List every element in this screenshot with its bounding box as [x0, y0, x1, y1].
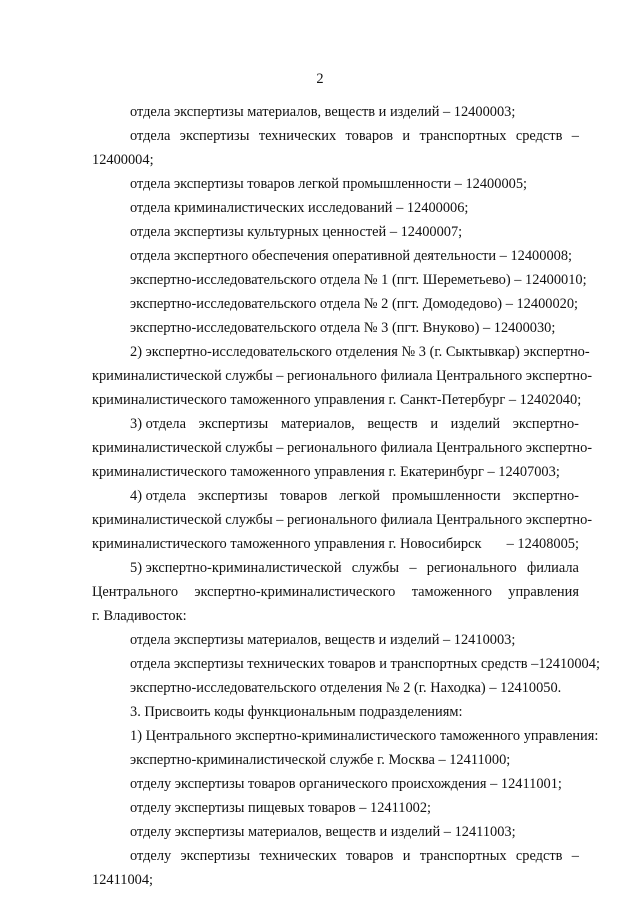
word: легкой — [339, 488, 380, 504]
text-line-justified — [92, 124, 579, 148]
text-line: г. Владивосток: — [92, 608, 187, 624]
word: – — [409, 560, 417, 576]
text-line: экспертно-исследовательского отделения № 2 (г. Находка) – 12410050. — [130, 680, 562, 696]
text-line: отдела экспертизы технических товаров и транспортных средств –12410004; — [130, 656, 600, 672]
text-line: криминалистической службы – регионального филиала Центрального экспертно- — [92, 512, 593, 528]
word: экспертно- — [512, 488, 579, 504]
word: отдела — [130, 128, 171, 144]
text-line: отдела криминалистических исследований – 12400006; — [130, 200, 469, 216]
text-line-justified — [92, 580, 579, 604]
text-line: криминалистического таможенного управления г. Екатеринбург – 12407003; — [92, 464, 560, 480]
word: технических — [259, 848, 337, 864]
word: материалов, — [280, 416, 355, 432]
text-line: 1) Центрального экспертно-криминалистического таможенного управления: — [130, 728, 599, 744]
section-heading-line: 3. Присвоить коды функциональным подразделениям: — [130, 704, 463, 720]
word: и — [430, 416, 439, 432]
word: и — [402, 848, 411, 864]
word: филиала — [526, 560, 579, 576]
text-line: экспертно-исследовательского отдела № 2 (пгт. Домодедово) – 12400020; — [130, 296, 579, 312]
text-line: криминалистической службы – регионального филиала Центрального экспертно- — [92, 368, 593, 384]
word: регионального — [426, 560, 517, 576]
word: промышленности — [392, 488, 501, 504]
word: экспертизы — [198, 416, 269, 432]
word: средств — [515, 848, 563, 864]
word: технических — [258, 128, 337, 144]
text-line: экспертно-криминалистической службе г. Москва – 12411000; — [130, 752, 511, 768]
word: транспортных — [419, 848, 507, 864]
word: товаров — [345, 848, 394, 864]
word: экспертизы — [180, 848, 251, 864]
word: – 12408005; — [506, 536, 579, 552]
text-line-justified — [92, 412, 579, 436]
word: и — [402, 128, 411, 144]
word: отделу — [130, 848, 172, 864]
word: 4) отдела — [130, 488, 186, 504]
text-line-justified — [92, 532, 579, 556]
text-line-justified — [92, 556, 579, 580]
word: службы — [351, 560, 400, 576]
document-body — [92, 100, 600, 892]
word: экспертизы — [198, 488, 268, 504]
page-number: 2 — [316, 71, 324, 87]
word: управления — [508, 584, 579, 600]
text-line-justified — [92, 844, 579, 868]
word: – — [571, 848, 579, 864]
text-line: отделу экспертизы материалов, веществ и изделий – 12411003; — [130, 824, 516, 840]
text-line: отделу экспертизы пищевых товаров – 12411002; — [130, 800, 432, 816]
word: веществ — [367, 416, 418, 432]
text-line: криминалистического таможенного управления г. Санкт-Петербург – 12402040; — [92, 392, 582, 408]
word: товаров — [345, 128, 394, 144]
word: экспертно- — [512, 416, 579, 432]
text-line: отдела экспертного обеспечения оперативной деятельности – 12400008; — [130, 248, 573, 264]
text-line: 12411004; — [92, 872, 154, 888]
word: 5) экспертно-криминалистической — [130, 560, 342, 576]
text-line: отдела экспертизы культурных ценностей – 12400007; — [130, 224, 463, 240]
word: 3) отдела — [130, 416, 186, 432]
text-line: отдела экспертизы материалов, веществ и изделий – 12410003; — [130, 632, 516, 648]
word: экспертно-криминалистического — [194, 584, 396, 600]
word: экспертизы — [179, 128, 250, 144]
word: транспортных — [419, 128, 507, 144]
word: – — [571, 128, 579, 144]
text-line: 12400004; — [92, 152, 154, 168]
word: изделий — [450, 416, 501, 432]
text-line-justified — [92, 484, 579, 508]
text-line: криминалистической службы – регионального филиала Центрального экспертно- — [92, 440, 593, 456]
text-line: 2) экспертно-исследовательского отделения № 3 (г. Сыктывкар) экспертно- — [130, 344, 590, 360]
word: криминалистического таможенного управления г. Новосибирск — [92, 536, 482, 552]
text-line: отдела экспертизы товаров легкой промышленности – 12400005; — [130, 176, 528, 192]
word: средств — [515, 128, 563, 144]
text-line: экспертно-исследовательского отдела № 1 (пгт. Шереметьево) – 12400010; — [130, 272, 587, 288]
word: Центрального — [92, 584, 179, 600]
text-line: экспертно-исследовательского отдела № 3 (пгт. Внуково) – 12400030; — [130, 320, 556, 336]
text-line: отдела экспертизы материалов, веществ и изделий – 12400003; — [130, 104, 516, 120]
text-line: отделу экспертизы товаров органического происхождения – 12411001; — [130, 776, 562, 792]
word: товаров — [279, 488, 328, 504]
word: таможенного — [411, 584, 492, 600]
